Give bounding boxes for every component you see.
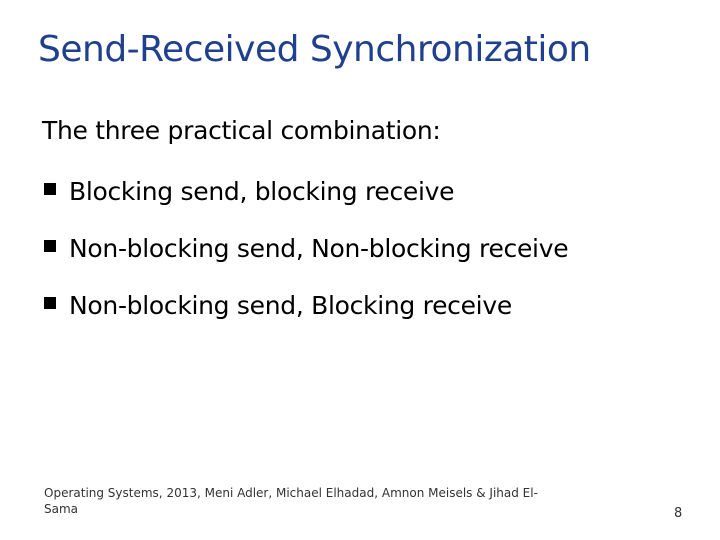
slide-title: Send-Received Synchronization xyxy=(38,29,591,70)
square-bullet-icon xyxy=(44,297,56,309)
bullet-text: Non-blocking send, Non-blocking receive xyxy=(69,233,569,263)
bullet-item-3 xyxy=(44,286,568,324)
footer-credits: Operating Systems, 2013, Meni Adler, Michael Elhadad, Amnon Meisels & Jihad El-Sama xyxy=(44,486,538,516)
bullet-text: Non-blocking send, Blocking receive xyxy=(69,290,512,320)
bullet-text: Blocking send, blocking receive xyxy=(69,176,455,206)
square-bullet-icon xyxy=(44,240,56,252)
bullet-item-1 xyxy=(44,172,568,210)
bullet-item-2 xyxy=(44,229,568,267)
square-bullet-icon xyxy=(44,183,56,195)
page-number: 8 xyxy=(674,506,683,521)
intro-text: The three practical combination: xyxy=(42,116,441,145)
bullet-list xyxy=(44,172,568,343)
